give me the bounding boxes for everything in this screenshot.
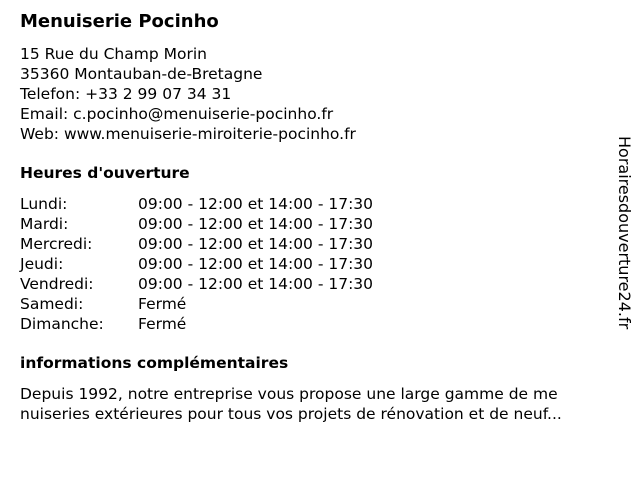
hours-row-friday: [20, 274, 610, 294]
day-label: Dimanche:: [20, 315, 104, 333]
day-label: Samedi:: [20, 295, 84, 313]
description-line-1: Depuis 1992, notre entreprise vous propose une large gamme de me: [20, 385, 558, 403]
additional-info-heading: informations complémentaires: [20, 354, 289, 372]
day-label: Mardi:: [20, 215, 69, 233]
hours-row-thursday: [20, 254, 610, 274]
hours-row-wednesday: [20, 234, 610, 254]
hours-row-tuesday: [20, 214, 610, 234]
day-hours: 09:00 - 12:00 et 14:00 - 17:30: [138, 275, 374, 293]
day-label: Jeudi:: [20, 255, 64, 273]
phone-line: Telefon: +33 2 99 07 34 31: [20, 85, 232, 103]
email-line: Email: c.pocinho@menuiserie-pocinho.fr: [20, 105, 334, 123]
day-label: Vendredi:: [20, 275, 94, 293]
day-hours: 09:00 - 12:00 et 14:00 - 17:30: [138, 255, 374, 273]
opening-hours-heading: Heures d'ouverture: [20, 164, 190, 182]
address-street: 15 Rue du Champ Morin: [20, 45, 207, 63]
day-hours: 09:00 - 12:00 et 14:00 - 17:30: [138, 235, 374, 253]
hours-row-saturday: [20, 294, 610, 314]
site-watermark: Horairesdouverture24.fr: [615, 136, 634, 330]
description-line-2: nuiseries extérieures pour tous vos projets de rénovation et de neuf...: [20, 405, 562, 423]
website-line: Web: www.menuiserie-miroiterie-pocinho.fr: [20, 125, 356, 143]
day-hours: 09:00 - 12:00 et 14:00 - 17:30: [138, 215, 374, 233]
day-hours: Fermé: [138, 295, 187, 313]
business-card: [20, 10, 610, 424]
address-city: 35360 Montauban-de-Bretagne: [20, 65, 263, 83]
day-hours: Fermé: [138, 315, 187, 333]
business-name: Menuiserie Pocinho: [20, 11, 219, 32]
hours-row-monday: [20, 194, 610, 214]
hours-row-sunday: [20, 314, 610, 334]
day-label: Lundi:: [20, 195, 68, 213]
day-label: Mercredi:: [20, 235, 93, 253]
day-hours: 09:00 - 12:00 et 14:00 - 17:30: [138, 195, 374, 213]
